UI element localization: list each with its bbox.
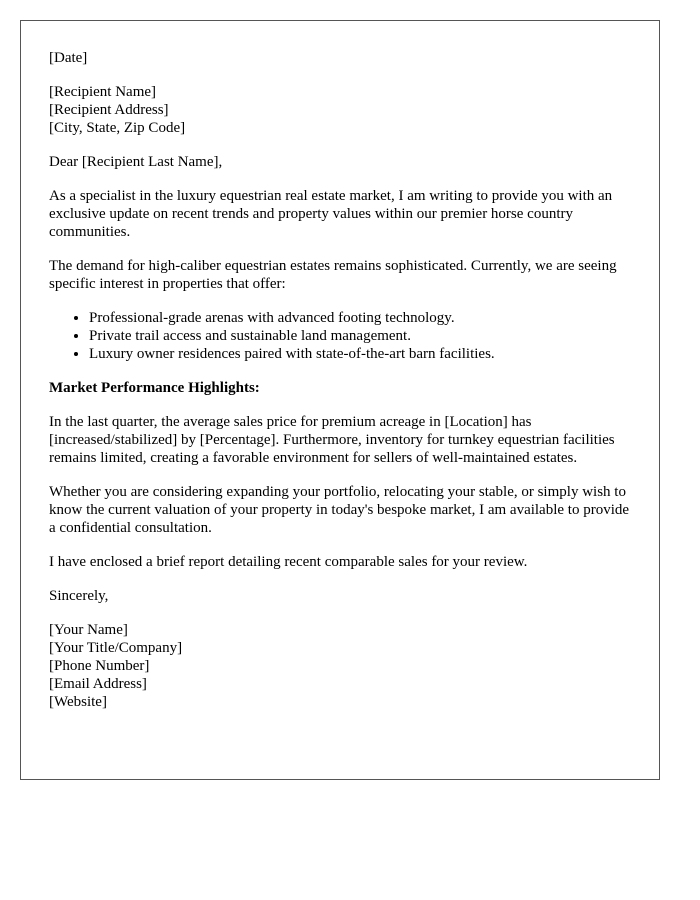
signature-name: [Your Name] — [49, 622, 128, 638]
list-item: • Private trail access and sustainable land management. — [89, 327, 631, 345]
highlights-heading: Market Performance Highlights: — [49, 380, 260, 396]
salutation: Dear [Recipient Last Name], — [49, 154, 223, 170]
signature-website: [Website] — [49, 694, 107, 710]
list-item: • Professional-grade arenas with advanced footing technology. — [89, 309, 631, 327]
recipient-block — [49, 83, 631, 137]
highlights-paragraph: In the last quarter, the average sales price for premium acreage in [Location] has [increased/stabilized] by [Percentage]. Furthermore, inventory for turnkey equestrian facilities remains limited, creating a favorable environment for sellers of well-maintained estates. — [49, 414, 615, 466]
list-item: • Luxury owner residences paired with state-of-the-art barn facilities. — [89, 345, 631, 363]
demand-paragraph: The demand for high-caliber equestrian estates remains sophisticated. Currently, we are seeing specific interest in properties that offer: — [49, 258, 617, 292]
date-line — [49, 49, 631, 67]
recipient-city-state-zip: [City, State, Zip Code] — [49, 120, 186, 136]
signature-title-company: [Your Title/Company] — [49, 640, 183, 656]
letter-page — [20, 20, 660, 780]
feature-list — [49, 309, 631, 363]
signature-phone: [Phone Number] — [49, 658, 150, 674]
portfolio-paragraph: Whether you are considering expanding your portfolio, relocating your stable, or simply wish to know the current valuation of your property in today's bespoke market, I am available to provide a confidential consultation. — [49, 484, 630, 536]
recipient-name: [Recipient Name] — [49, 84, 157, 100]
signature-email: [Email Address] — [49, 676, 147, 692]
closing: Sincerely, — [49, 588, 109, 604]
signature-block — [49, 621, 631, 711]
enclosed-paragraph: I have enclosed a brief report detailing recent comparable sales for your review. — [49, 554, 528, 570]
intro-paragraph: As a specialist in the luxury equestrian real estate market, I am writing to provide you with an exclusive update on recent trends and property values within our premier horse country communities. — [49, 188, 613, 240]
letter-date: [Date] — [49, 50, 88, 66]
recipient-address: [Recipient Address] — [49, 102, 169, 118]
